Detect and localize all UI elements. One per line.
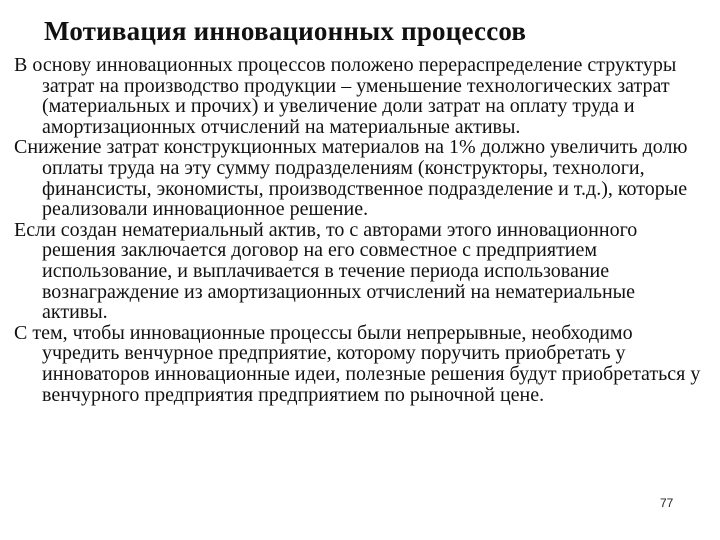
slide-body (14, 55, 704, 405)
slide-title: Мотивация инновационных процессов (44, 16, 527, 46)
paragraph-venture-enterprise: С тем, чтобы инновационные процессы были непрерывные, необходимо учредить венчурное предприятие, которому поручить приобретать у инноваторов инновационные идеи, полезные решения будут приобретаться у венчурного предприятия предприятием по рыночной цене. (14, 321, 701, 406)
paragraph-intangible-asset: Если создан нематериальный актив, то с авторами этого инновационного решения заключается договор на его совместное с предприятием использование, и выплачивается в течение периода использование вознаграждение из амортизационных отчислений на нематериальные активы. (14, 218, 638, 324)
paragraph-materials-reduction: Снижение затрат конструкционных материалов на 1% должно увеличить долю оплаты труда на эту сумму подразделениям (конструкторы, технологи, финансисты, экономисты, производственное подразделение и т.д.), которые реализовали инновационное решение. (14, 136, 688, 221)
page-number: 77 (660, 496, 674, 510)
paragraph-cost-structure: В основу инновационных процессов положено перераспределение структуры затрат на производство продукции – уменьшение технологических затрат (материальных и прочих) и увеличение доли затрат на оплату труда и амортизационных отчислений на материальные активы. (14, 54, 677, 138)
